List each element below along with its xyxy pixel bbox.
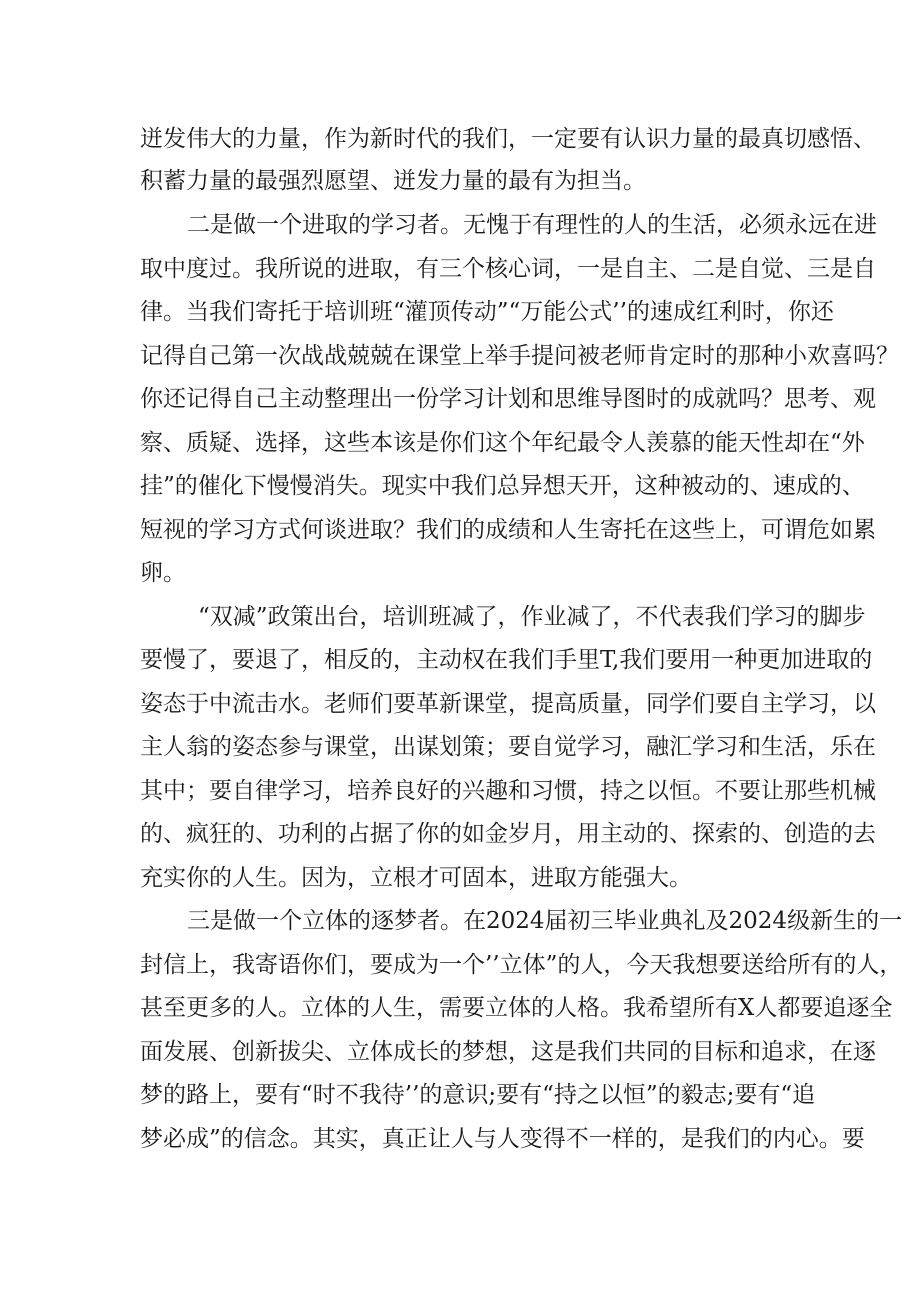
text-line: 迸发伟大的力量，作为新时代的我们，一定要有认识力量的最真切感悟、 [140,126,876,152]
text-line: 卵。 [140,560,186,586]
text-line: 封信上，我寄语你们，要成为一个’’立体”的人，今天我想要送给所有的人， [140,952,903,978]
text-line: 甚至更多的人。立体的人生，需要立体的人格。我希望所有X人都要追逐全 [140,995,893,1021]
text-line: 你还记得自己主动整理出一份学习计划和思维导图时的成就吗？思考、观 [140,386,876,412]
text-line: 姿态于中流击水。老师们要革新课堂，提高质量，同学们要自主学习，以 [140,691,876,717]
paragraph-start-line: “双减”政策出台，培训班减了，作业减了，不代表我们学习的脚步 [198,604,866,630]
text-line: 其中；要自律学习，培养良好的兴趣和习惯，持之以恒。不要让那些机械 [140,778,876,804]
paragraph-start-line: 二是做一个进取的学习者。无愧于有理性的人的生活，必须永远在进 [187,212,877,238]
text-line: 挂”的催化下慢慢消失。现实中我们总异想天开，这种被动的、速成的、 [140,473,865,499]
text-line: 梦的路上，要有“时不我待’’的意识;要有“持之以恒”的毅志;要有“追 [140,1082,816,1108]
text-line: 的、疯狂的、功利的占据了你的如金岁月，用主动的、探索的、创造的去 [140,821,876,847]
paragraph-start-line: 三是做一个立体的逐梦者。在2024届初三毕业典礼及2024级新生的一 [187,908,903,934]
text-line: 短视的学习方式何谈进取？我们的成绩和人生寄托在这些上，可谓危如累 [140,517,876,543]
text-line: 察、质疑、选择，这些本该是你们这个年纪最令人羡慕的能天性却在“外 [140,430,865,456]
text-line: 梦必成”的信念。其实，真正让人与人变得不一样的，是我们的内心。要 [140,1126,865,1152]
text-line: 积蓄力量的最强烈愿望、迸发力量的最有为担当。 [140,168,646,194]
text-line: 充实你的人生。因为，立根才可固本，进取方能强大。 [140,865,692,891]
text-line: 记得自己第一次战战兢兢在课堂上举手提问被老师肯定时的那种小欢喜吗？ [140,343,899,369]
text-line: 主人翁的姿态参与课堂，出谋划策；要自觉学习，融汇学习和生活，乐在 [140,734,876,760]
text-line: 取中度过。我所说的进取，有三个核心词，一是自主、二是自觉、三是自 [140,256,876,282]
text-line: 律。当我们寄托于培训班“灌顶传动”“万能公式’’的速成红利时，你还 [140,299,834,325]
text-line: 面发展、创新拔尖、立体成长的梦想，这是我们共同的目标和追求，在逐 [140,1039,876,1065]
text-line: 要慢了，要退了，相反的，主动权在我们手里T,我们要用一种更加进取的 [140,647,873,673]
